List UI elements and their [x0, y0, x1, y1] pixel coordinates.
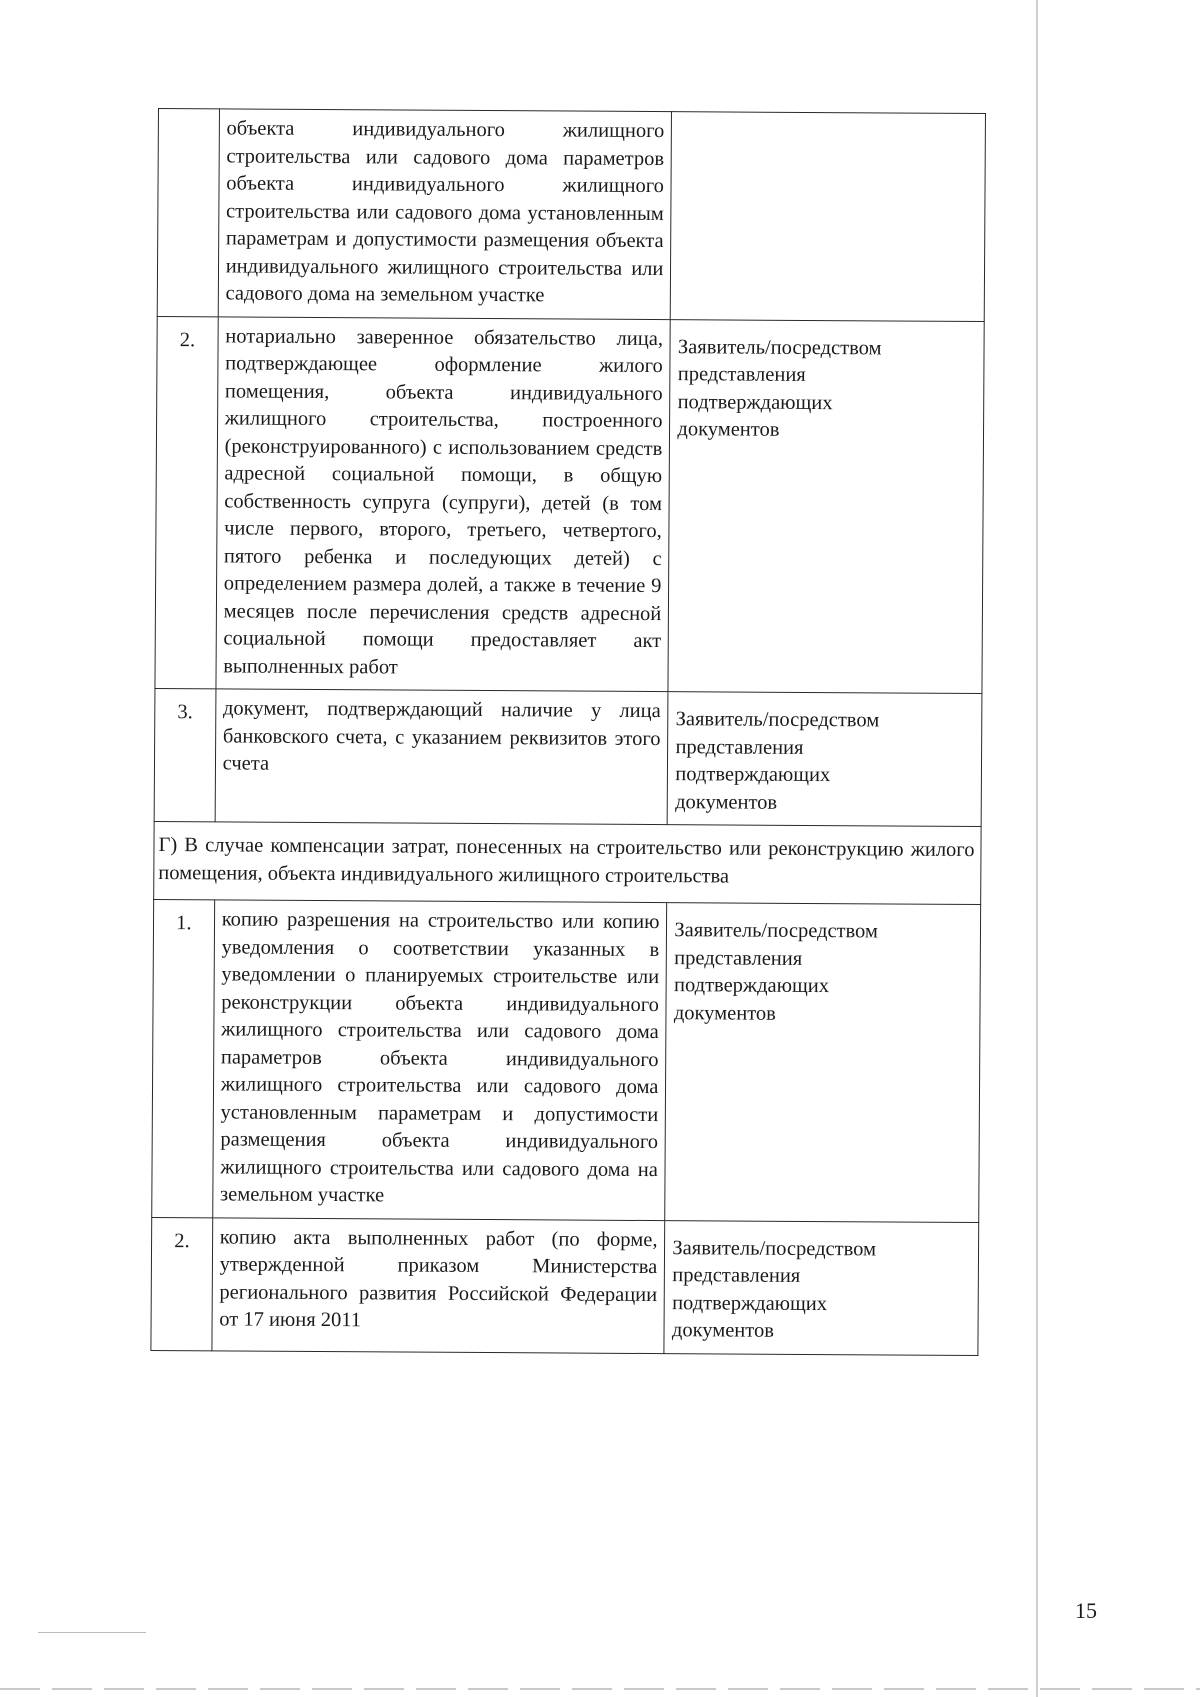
source-line: подтверждающих	[673, 974, 830, 998]
scan-artifact-line	[38, 1632, 146, 1633]
table-row	[151, 1217, 979, 1355]
document-description: документ, подтверждающий наличие у лица банковского счета, с указанием реквизитов этого счета	[215, 689, 668, 825]
document-source	[665, 903, 981, 1222]
table-row	[155, 316, 984, 694]
source-line: документов	[671, 1319, 774, 1342]
row-number: 3.	[154, 688, 216, 821]
document-description: копию акта выполненных работ (по форме, утвержденной приказом Министерства регионального развития Российской Федерации от 17 июня 2011	[212, 1217, 665, 1353]
document-source	[668, 692, 982, 827]
source-line: Заявитель/посредством	[677, 335, 882, 359]
document-source	[671, 112, 986, 321]
document-description: копию разрешения на строительство или копию уведомления о соответствии указанных в уведомлении о планируемых строительстве или реконструкции объекта индивидуального жилищного строительства или садового дома параметров объекта индивидуального жилищного строительства или садового дома установленным параметрам и допустимости размещения объекта индивидуального жилищного строительства или садового дома на земельном участке	[212, 900, 667, 1220]
source-line: представления	[675, 735, 804, 759]
source-line: подтверждающих	[672, 1291, 828, 1315]
documents-table	[150, 108, 986, 1356]
row-number: 2.	[155, 316, 218, 689]
source-line: Заявитель/посредством	[675, 708, 880, 732]
source-line: документов	[673, 1001, 776, 1025]
document-description: нотариально заверенное обязательство лица, подтверждающее оформление жилого помещения, объекта индивидуального жилищного строительства, построенного (реконструированного) с использованием средств адресной социальной помощи, в общую собственность супруга (супруги), детей (в том числе первого, второго, третьего, четвертого, пятого ребенка и последующих детей) с определением размера долей, а также в течение 9 месяцев после перечисления средств адресной социальной помощи предоставляет акт выполненных работ	[216, 316, 671, 691]
scan-edge-line	[1036, 0, 1038, 1697]
source-line: представления	[674, 946, 803, 970]
source-line: подтверждающих	[677, 390, 833, 414]
table-row	[157, 109, 985, 322]
table-row	[152, 899, 981, 1222]
source-line: документов	[677, 418, 780, 441]
section-heading-row	[154, 821, 981, 904]
table-row	[154, 688, 982, 826]
page-number: 15	[1075, 1598, 1097, 1623]
source-line: документов	[675, 790, 778, 814]
row-number	[157, 109, 219, 317]
document-description: объекта индивидуального жилищного строительства или садового дома параметров объекта индивидуального жилищного строительства или садового дома установленным параметрам и допустимости размещения объекта индивидуального жилищного строительства или садового дома на земельном участке	[218, 109, 672, 319]
document-source	[664, 1220, 978, 1355]
source-line: представления	[672, 1264, 801, 1287]
source-line: Заявитель/посредством	[674, 919, 879, 943]
row-number: 2.	[151, 1217, 213, 1350]
document-source	[668, 319, 984, 693]
source-line: Заявитель/посредством	[672, 1236, 877, 1260]
section-heading: Г) В случае компенсации затрат, понесенных на строительство или реконструкцию жилого помещения, объекта индивидуального жилищного строительства	[154, 821, 981, 904]
source-line: подтверждающих	[675, 763, 831, 787]
scan-artifact-bottom-line	[0, 1688, 1200, 1690]
source-line: представления	[677, 363, 806, 386]
row-number: 1.	[152, 899, 215, 1217]
